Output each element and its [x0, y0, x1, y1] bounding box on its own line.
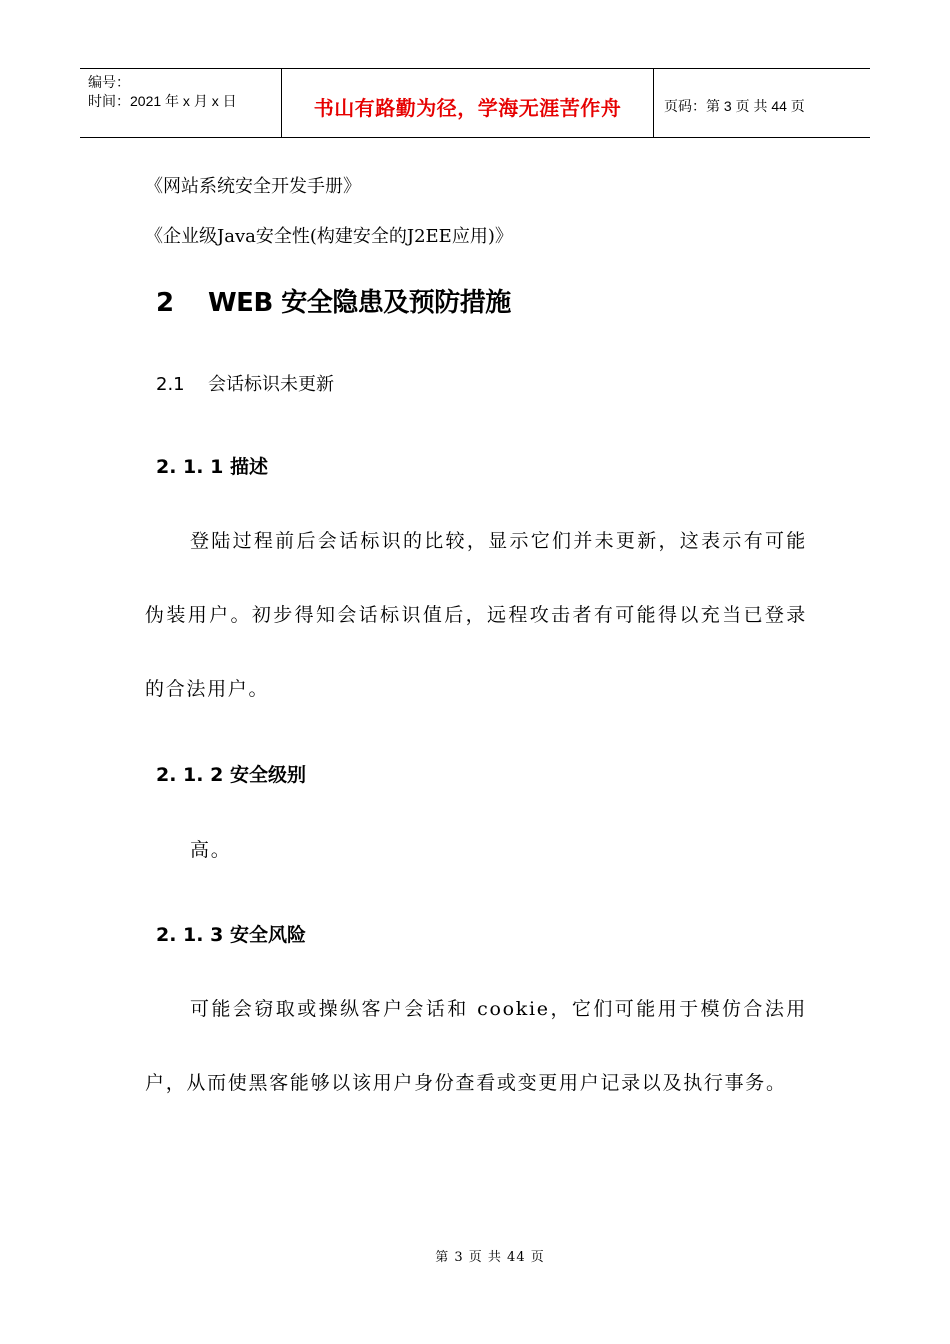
reference-item: 《网站系统安全开发手册》 [145, 176, 361, 197]
section-title: WEB 安全隐患及预防措施 [208, 288, 511, 318]
item-heading-security-level: 2. 1. 2 安全级别 [156, 764, 306, 786]
item-text-security-level: 高。 [190, 839, 232, 861]
item-text-description: 登陆过程前后会话标识的比较，显示它们并未更新，这表示有可能伪装用户。初步得知会话标识值后，远程攻击者有可能得以充当已登录的合法用户。 [145, 530, 807, 700]
page-footer: 第 3 页 共 44 页 [435, 1250, 545, 1265]
item-heading-description: 2. 1. 1 描述 [156, 456, 268, 478]
section-heading [156, 282, 511, 319]
reference-item: 《企业级Java安全性(构建安全的J2EE应用)》 [145, 226, 513, 247]
page-header [80, 68, 870, 138]
section-number: 2 [156, 288, 174, 318]
subsection-title: 会话标识未更新 [208, 374, 334, 395]
subsection-heading [156, 370, 334, 396]
document-date: 时间：2021 年 x 月 x 日 [88, 93, 237, 109]
item-text-security-risk: 可能会窃取或操纵客户会话和 cookie，它们可能用于模仿合法用户，从而使黑客能够以该用户身份查看或变更用户记录以及执行事务。 [145, 998, 807, 1094]
header-page-info: 页码：第 3 页 共 44 页 [664, 98, 805, 114]
document-number-label: 编号： [88, 74, 130, 90]
header-meta [80, 69, 282, 137]
item-heading-security-risk: 2. 1. 3 安全风险 [156, 924, 306, 946]
header-motto: 书山有路勤为径，学海无涯苦作舟 [282, 69, 654, 137]
subsection-number: 2.1 [156, 374, 185, 395]
